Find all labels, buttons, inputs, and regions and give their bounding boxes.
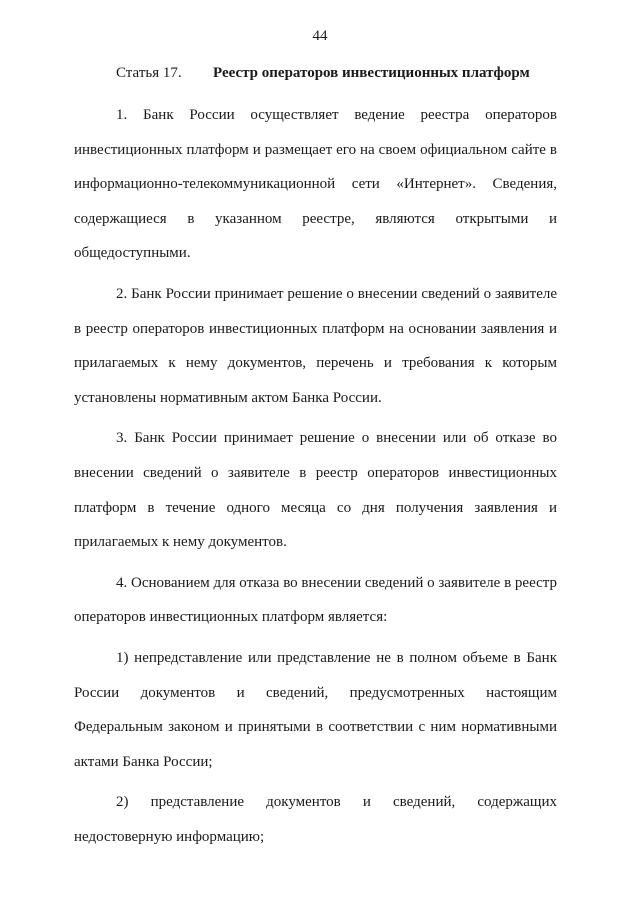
article-body	[74, 98, 557, 854]
paragraph-4-item-1: 1) непредставление или представление не в полном объеме в Банк России документов и сведений, предусмотренных настоящим Федеральным законом и принятыми в соответствии с ним нормативными актами Банка России;	[74, 649, 557, 770]
paragraph-3: 3. Банк России принимает решение о внесении или об отказе во внесении сведений о заявителе в реестр операторов инвестиционных платформ в течение одного месяца со дня получения заявления и прилагаемых к нему документов.	[74, 430, 557, 551]
page-number: 44	[312, 28, 328, 44]
paragraph-2: 2. Банк России принимает решение о внесении сведений о заявителе в реестр операторов инвестиционных платформ на основании заявления и прилагаемых к нему документов, перечень и требования к которым установлены нормативным актом Банка России.	[74, 285, 557, 406]
article-number: Статья 17.	[116, 65, 182, 81]
paragraph-4: 4. Основанием для отказа во внесении сведений о заявителе в реестр операторов инвестиционных платформ является:	[74, 574, 557, 626]
paragraph-1: 1. Банк России осуществляет ведение реестра операторов инвестиционных платформ и размещает его на своем официальном сайте в информационно-телекоммуникационной сети «Интернет». Сведения, содержащиеся в указанном реестре, являются открытыми и общедоступными.	[74, 107, 557, 262]
article-title: Реестр операторов инвестиционных платформ	[213, 65, 530, 81]
paragraph-4-item-2: 2) представление документов и сведений, содержащих недостоверную информацию;	[74, 794, 557, 845]
article-heading	[116, 65, 530, 82]
